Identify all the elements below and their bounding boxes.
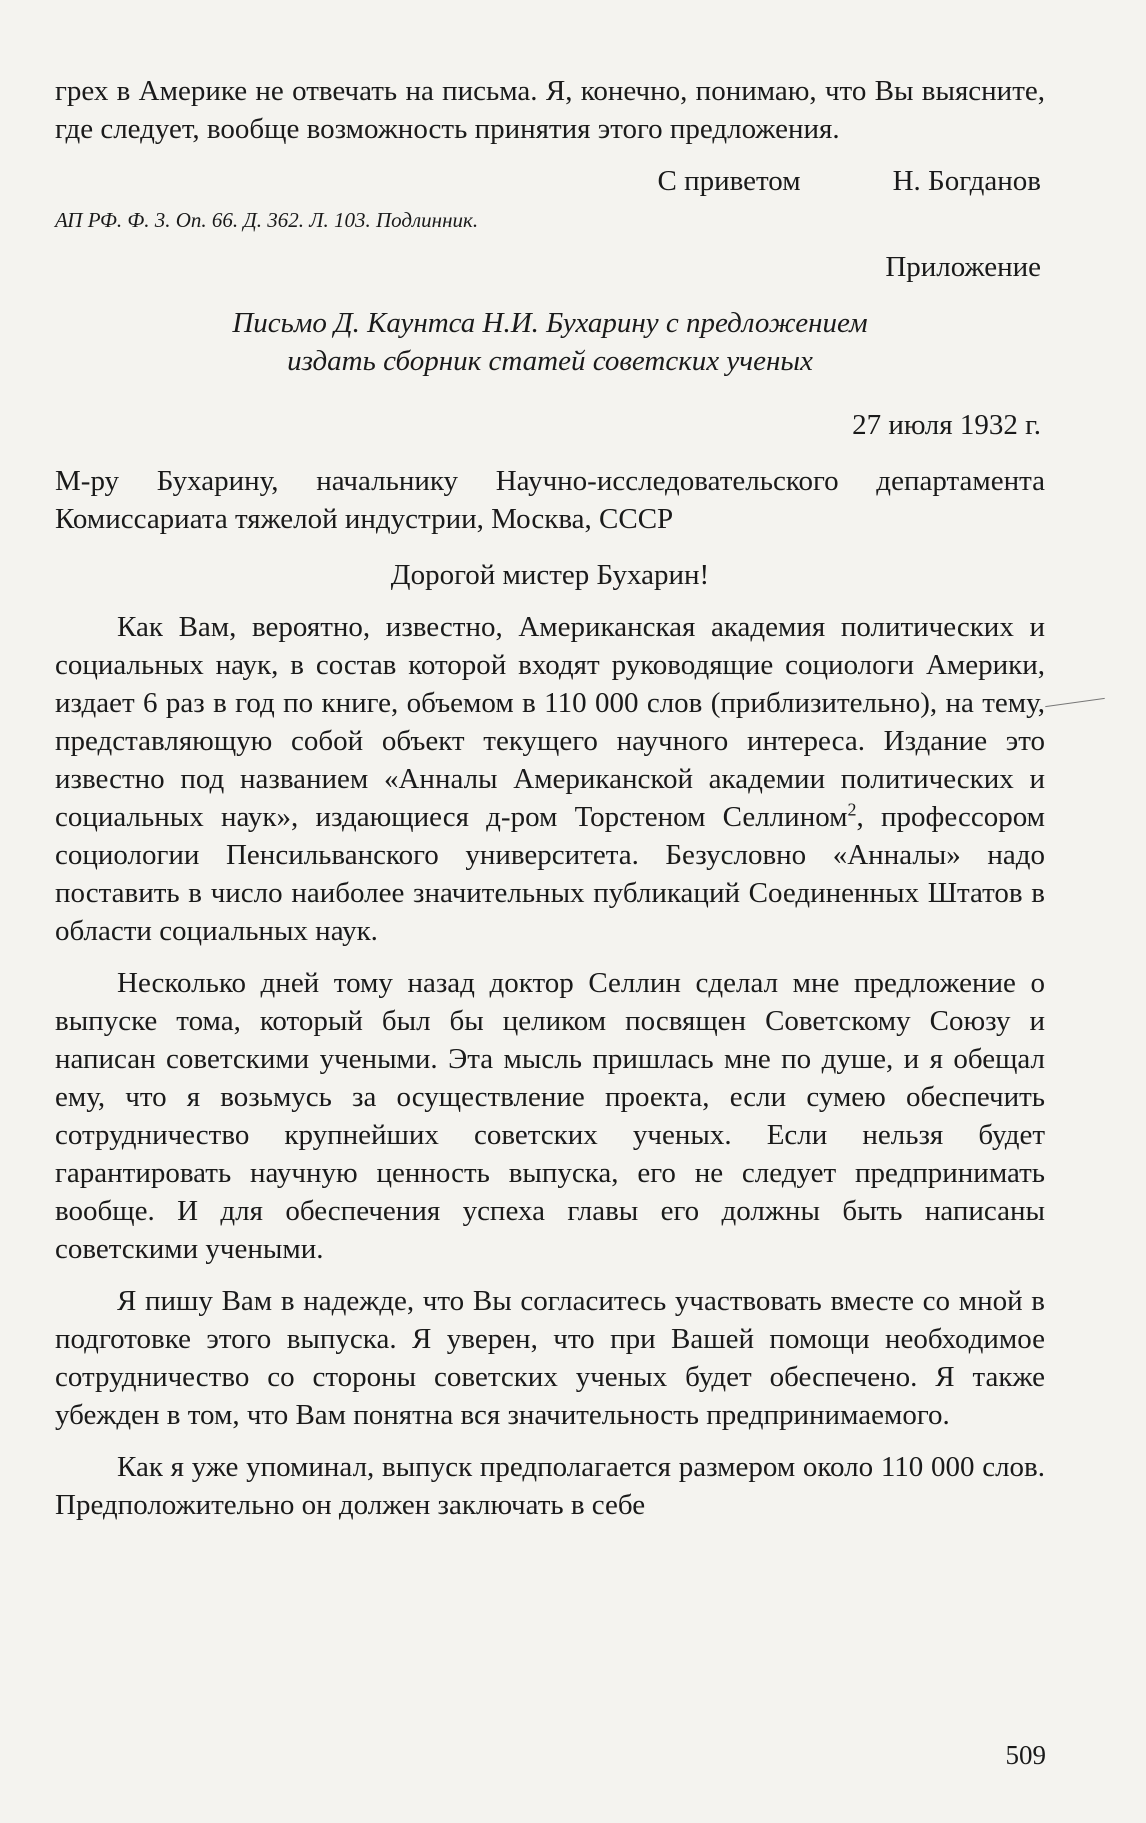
letter-signoff: [55, 162, 1045, 200]
body-paragraph-1: [55, 608, 1045, 950]
salutation: Дорогой мистер Бухарин!: [390, 559, 710, 591]
page-number: 509: [1005, 1740, 1046, 1770]
footnote-marker: 2: [847, 799, 857, 820]
archive-source-note: АП РФ. Ф. 3. Оп. 66. Д. 362. Л. 103. Подлинник.: [55, 208, 479, 232]
letter-date: 27 июля 1932 г.: [852, 409, 1041, 441]
body-paragraph-3: Я пишу Вам в надежде, что Вы согласитесь участвовать вместе со мной в подготовке этого выпуска. Я уверен, что при Вашей помощи необходимое сотрудничество со стороны советских ученых будет обеспечено. Я также убежден в том, что Вам понятна вся значительность предпринимаемого.: [55, 1285, 1045, 1431]
signature: Н. Богданов: [892, 165, 1041, 197]
letter-closing-paragraph: грех в Америке не отвечать на письма. Я, конечно, понимаю, что Вы выясните, где следует, вообще возможность принятия этого предложения.: [55, 75, 1045, 145]
body-paragraph-4: Как я уже упоминал, выпуск предполагается размером около 110 000 слов. Предположительно он должен заключать в себе: [55, 1451, 1045, 1521]
document-title-line-2: издать сборник статей советских ученых: [287, 345, 813, 377]
greeting: С приветом: [657, 165, 801, 197]
document-page: [55, 72, 1045, 1524]
body-paragraph-2: Несколько дней тому назад доктор Селлин сделал мне предложение о выпуске тома, который был бы целиком посвящен Советскому Союзу и написан советскими учеными. Эта мысль пришлась мне по душе, и я обещал ему, что я возьмусь за осуществление проекта, если сумею обеспечить сотрудничество крупнейших советских ученых. Если нельзя будет гарантировать научную ценность выпуска, его не следует предпринимать вообще. И для обеспечения успеха главы его должны быть написаны советскими учеными.: [55, 967, 1045, 1265]
paragraph-1-text-a: Как Вам, вероятно, известно, Американская академия политических и социальных наук, в состав которой входят руководящие социологи Америки, издает 6 раз в год по книге, объемом в 110 000 слов (приблизительно), на тему, представляющую собой объект текущего научного интереса. Издание это известно под названием «Анналы Американской академии политических и социальных наук», издающиеся д-ром Торстеном Селлином: [55, 611, 1045, 833]
recipient-address: М-ру Бухарину, начальнику Научно-исследовательского департамента Комиссариата тяжелой индустрии, Москва, СССР: [55, 465, 1045, 535]
margin-pencil-mark: [1045, 698, 1105, 707]
appendix-label: Приложение: [885, 251, 1041, 283]
document-title: [55, 304, 1045, 380]
document-title-line-1: Письмо Д. Каунтса Н.И. Бухарину с предложением: [232, 307, 868, 339]
paragraph-1-text-b: , профессором социологии Пенсильванского университета. Безусловно «Анналы» надо поставить в число наиболее значительных публикаций Соединенных Штатов в области социальных наук.: [55, 801, 1045, 947]
